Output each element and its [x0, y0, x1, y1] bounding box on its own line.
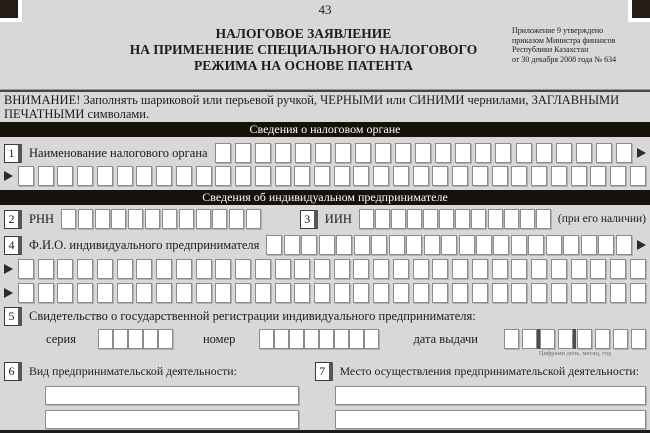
issue-date-label: дата выдачи [413, 332, 478, 346]
char-box[interactable] [452, 259, 468, 279]
char-box[interactable] [111, 209, 126, 229]
char-box[interactable] [590, 259, 606, 279]
field4-row [0, 235, 650, 255]
char-box[interactable] [215, 166, 231, 186]
char-box[interactable] [373, 283, 389, 303]
char-box[interactable] [38, 166, 54, 186]
char-box[interactable] [143, 329, 158, 349]
char-box[interactable] [493, 235, 509, 255]
char-box[interactable] [196, 209, 211, 229]
char-box[interactable] [98, 329, 113, 349]
approval-annotation [512, 22, 650, 74]
char-box[interactable] [97, 259, 113, 279]
char-box[interactable] [335, 143, 351, 163]
char-box[interactable] [176, 166, 192, 186]
char-box[interactable] [255, 259, 271, 279]
char-box[interactable] [504, 329, 519, 349]
char-box[interactable] [511, 166, 527, 186]
char-box[interactable] [215, 143, 231, 163]
field5-number-box: 5 [4, 307, 22, 326]
activity-type-input-line-1[interactable] [45, 386, 299, 405]
char-box[interactable] [336, 235, 352, 255]
char-box[interactable] [229, 209, 244, 229]
annotation-line-2: приказом Министра финансов [512, 35, 616, 45]
char-box[interactable] [353, 259, 369, 279]
char-box[interactable] [393, 259, 409, 279]
char-box[interactable] [354, 235, 370, 255]
char-box[interactable] [531, 259, 547, 279]
char-box[interactable] [393, 166, 409, 186]
char-box[interactable] [590, 283, 606, 303]
char-box[interactable] [630, 166, 646, 186]
char-box[interactable] [432, 283, 448, 303]
char-box[interactable] [212, 209, 227, 229]
char-box[interactable] [616, 143, 632, 163]
header-spacer [0, 22, 95, 74]
char-box[interactable] [432, 259, 448, 279]
form-title-line-3: РЕЖИМА НА ОСНОВЕ ПАТЕНТА [193, 58, 414, 73]
char-box[interactable] [246, 209, 261, 229]
char-box[interactable] [452, 166, 468, 186]
char-box[interactable] [581, 235, 597, 255]
char-box[interactable] [536, 209, 551, 229]
char-box[interactable] [315, 143, 331, 163]
annotation-line-4: от 30 декабря 2008 года № 634 [512, 54, 617, 64]
char-box[interactable] [540, 329, 555, 349]
char-box[interactable] [38, 283, 54, 303]
char-box[interactable] [373, 166, 389, 186]
char-box[interactable] [595, 329, 610, 349]
char-box[interactable] [156, 283, 172, 303]
char-box[interactable] [616, 235, 632, 255]
char-box[interactable] [235, 259, 251, 279]
char-box[interactable] [196, 283, 212, 303]
char-box[interactable] [57, 259, 73, 279]
char-box[interactable] [136, 259, 152, 279]
char-box[interactable] [349, 329, 364, 349]
char-box[interactable] [334, 329, 349, 349]
field5-inputs-row [0, 329, 650, 357]
char-box[interactable] [274, 329, 289, 349]
char-box[interactable] [551, 166, 567, 186]
char-box[interactable] [128, 209, 143, 229]
field4-char-boxes-row2 [18, 259, 646, 279]
char-box[interactable] [301, 235, 317, 255]
char-box[interactable] [158, 329, 173, 349]
char-box[interactable] [531, 166, 547, 186]
char-box[interactable] [304, 329, 319, 349]
char-box[interactable] [610, 259, 626, 279]
char-box[interactable] [61, 209, 76, 229]
char-box[interactable] [520, 209, 535, 229]
char-box[interactable] [371, 235, 387, 255]
char-box[interactable] [97, 283, 113, 303]
char-box[interactable] [415, 143, 431, 163]
char-box[interactable] [215, 259, 231, 279]
char-box[interactable] [255, 283, 271, 303]
char-box[interactable] [472, 166, 488, 186]
char-box[interactable] [255, 143, 271, 163]
page-number: 43 [318, 2, 332, 17]
continuation-arrow-icon [4, 264, 13, 274]
rnn-char-boxes [61, 209, 261, 229]
char-box[interactable] [353, 166, 369, 186]
date-format-caption: Цифрами день, месяц, год [538, 350, 612, 357]
char-box[interactable] [528, 235, 544, 255]
field4-char-boxes-row1 [266, 235, 632, 255]
char-box[interactable] [516, 143, 532, 163]
char-box[interactable] [556, 143, 572, 163]
char-box[interactable] [364, 329, 379, 349]
iin-label: ИИН [324, 211, 352, 226]
char-box[interactable] [266, 235, 282, 255]
char-box[interactable] [571, 259, 587, 279]
char-box[interactable] [334, 166, 350, 186]
char-box[interactable] [284, 235, 300, 255]
field4-char-boxes-row3 [18, 283, 646, 303]
char-box[interactable] [235, 166, 251, 186]
field7-column [311, 362, 650, 429]
char-box[interactable] [472, 283, 488, 303]
issue-date-char-boxes [504, 329, 646, 349]
char-box[interactable] [136, 283, 152, 303]
char-box[interactable] [294, 166, 310, 186]
char-box[interactable] [495, 143, 511, 163]
registration-mark-right [632, 0, 650, 18]
char-box[interactable] [176, 283, 192, 303]
section-bar-entrepreneur: Сведения об индивидуальном предпринимателе [0, 190, 650, 205]
char-box[interactable] [522, 329, 537, 349]
section-bar-tax-authority: Сведения о налоговом органе [0, 122, 650, 137]
activity-place-input-line-2[interactable] [335, 410, 646, 429]
iin-char-boxes [359, 209, 551, 229]
char-box[interactable] [375, 209, 390, 229]
char-box[interactable] [391, 209, 406, 229]
char-box[interactable] [577, 329, 592, 349]
char-box[interactable] [373, 259, 389, 279]
warning-text: ВНИМАНИЕ! Заполнять шариковой или перьевой ручкой, ЧЕРНЫМИ или СИНИМИ чернилами, ЗАГЛАВНЫМИ ПЕЧАТНЫМИ символами. [4, 93, 620, 121]
char-box[interactable] [536, 143, 552, 163]
char-box[interactable] [235, 283, 251, 303]
field7-number-box: 7 [315, 362, 333, 381]
annotation-line-3: Республики Казахстан [512, 45, 589, 54]
char-box[interactable] [77, 259, 93, 279]
char-box[interactable] [314, 283, 330, 303]
char-box[interactable] [156, 259, 172, 279]
char-box[interactable] [57, 166, 73, 186]
char-box[interactable] [314, 259, 330, 279]
char-box[interactable] [117, 283, 133, 303]
field4-continuation-row-2 [0, 283, 650, 303]
field5-label-row [0, 307, 650, 326]
char-box[interactable] [558, 329, 573, 349]
field1-char-boxes-row1 [215, 143, 632, 163]
char-box[interactable] [275, 259, 291, 279]
rnn-iin-row [0, 209, 650, 229]
char-box[interactable] [492, 259, 508, 279]
char-box[interactable] [590, 166, 606, 186]
field5-label: Свидетельство о государственной регистрации индивидуального предпринимателя: [29, 309, 476, 323]
char-box[interactable] [136, 166, 152, 186]
char-box[interactable] [631, 329, 646, 349]
char-box[interactable] [117, 259, 133, 279]
char-box[interactable] [57, 283, 73, 303]
char-box[interactable] [235, 143, 251, 163]
char-box[interactable] [630, 259, 646, 279]
field3-number-box: 3 [300, 210, 318, 229]
char-box[interactable] [355, 143, 371, 163]
field7-label: Место осуществления предпринимательской деятельности: [339, 364, 639, 378]
char-box[interactable] [353, 283, 369, 303]
char-box[interactable] [476, 235, 492, 255]
char-box[interactable] [455, 143, 471, 163]
char-box[interactable] [334, 283, 350, 303]
char-box[interactable] [176, 259, 192, 279]
char-box[interactable] [162, 209, 177, 229]
seria-char-boxes [98, 329, 173, 349]
char-box[interactable] [511, 235, 527, 255]
char-box[interactable] [610, 283, 626, 303]
char-box[interactable] [95, 209, 110, 229]
char-box[interactable] [275, 166, 291, 186]
char-box[interactable] [472, 259, 488, 279]
char-box[interactable] [407, 209, 422, 229]
char-box[interactable] [571, 166, 587, 186]
char-box[interactable] [492, 166, 508, 186]
char-box[interactable] [531, 283, 547, 303]
char-box[interactable] [295, 143, 311, 163]
char-box[interactable] [423, 209, 438, 229]
char-box[interactable] [113, 329, 128, 349]
field4-number-box: 4 [4, 236, 22, 255]
char-box[interactable] [38, 259, 54, 279]
char-box[interactable] [563, 235, 579, 255]
field6-header [0, 362, 311, 381]
char-box[interactable] [571, 283, 587, 303]
char-box[interactable] [475, 143, 491, 163]
char-box[interactable] [551, 259, 567, 279]
field2-number-box: 2 [4, 210, 22, 229]
char-box[interactable] [77, 166, 93, 186]
char-box[interactable] [459, 235, 475, 255]
char-box[interactable] [78, 209, 93, 229]
char-box[interactable] [319, 329, 334, 349]
char-box[interactable] [511, 283, 527, 303]
char-box[interactable] [406, 235, 422, 255]
activity-place-input-line-1[interactable] [335, 386, 646, 405]
char-box[interactable] [275, 143, 291, 163]
iin-availability-note: (при его наличии) [557, 213, 646, 225]
continuation-arrow-icon [637, 240, 646, 250]
field7-header [311, 362, 650, 381]
nomer-char-boxes [259, 329, 379, 349]
seria-label: серия [46, 332, 76, 346]
char-box[interactable] [156, 166, 172, 186]
char-box[interactable] [117, 166, 133, 186]
field6-number-box: 6 [4, 362, 22, 381]
char-box[interactable] [145, 209, 160, 229]
field6-column [0, 362, 311, 429]
nomer-label: номер [202, 332, 236, 346]
issue-date-group [504, 329, 646, 357]
activity-type-input-line-2[interactable] [45, 410, 299, 429]
char-box[interactable] [18, 283, 34, 303]
char-box[interactable] [435, 143, 451, 163]
char-box[interactable] [511, 259, 527, 279]
char-box[interactable] [546, 235, 562, 255]
char-box[interactable] [375, 143, 391, 163]
char-box[interactable] [424, 235, 440, 255]
continuation-arrow-icon [4, 171, 13, 181]
char-box[interactable] [441, 235, 457, 255]
activity-section [0, 362, 650, 429]
char-box[interactable] [439, 209, 454, 229]
char-box[interactable] [334, 259, 350, 279]
field4-label: Ф.И.О. индивидуального предпринимателя [29, 237, 260, 252]
char-box[interactable] [598, 235, 614, 255]
field4-continuation-row-1 [0, 259, 650, 279]
char-box[interactable] [492, 283, 508, 303]
field6-label: Вид предпринимательской деятельности: [29, 364, 237, 378]
char-box[interactable] [259, 329, 274, 349]
char-box[interactable] [215, 283, 231, 303]
char-box[interactable] [613, 329, 628, 349]
char-box[interactable] [18, 166, 34, 186]
form-title-line-1: НАЛОГОВОЕ ЗАЯВЛЕНИЕ [215, 26, 392, 41]
rnn-label: РНН [29, 211, 55, 226]
registration-mark-left [0, 0, 18, 18]
char-box[interactable] [294, 259, 310, 279]
char-box[interactable] [488, 209, 503, 229]
char-box[interactable] [413, 166, 429, 186]
char-box[interactable] [319, 235, 335, 255]
char-box[interactable] [471, 209, 486, 229]
char-box[interactable] [128, 329, 143, 349]
form-title-line-2: НА ПРИМЕНЕНИЕ СПЕЦИАЛЬНОГО НАЛОГОВОГО [129, 42, 478, 57]
char-box[interactable] [504, 209, 519, 229]
form-header [0, 22, 650, 74]
char-box[interactable] [452, 283, 468, 303]
char-box[interactable] [610, 166, 626, 186]
form-title [95, 22, 512, 74]
char-box[interactable] [630, 283, 646, 303]
char-box[interactable] [196, 166, 212, 186]
char-box[interactable] [596, 143, 612, 163]
char-box[interactable] [255, 166, 271, 186]
char-box[interactable] [551, 283, 567, 303]
char-box[interactable] [289, 329, 304, 349]
char-box[interactable] [413, 283, 429, 303]
char-box[interactable] [18, 259, 34, 279]
char-box[interactable] [389, 235, 405, 255]
continuation-arrow-icon [637, 148, 646, 158]
char-box[interactable] [455, 209, 470, 229]
char-box[interactable] [275, 283, 291, 303]
char-box[interactable] [393, 283, 409, 303]
char-box[interactable] [395, 143, 411, 163]
char-box[interactable] [432, 166, 448, 186]
char-box[interactable] [196, 259, 212, 279]
field1-continuation-row [0, 166, 650, 186]
char-box[interactable] [359, 209, 374, 229]
char-box[interactable] [97, 166, 113, 186]
char-box[interactable] [77, 283, 93, 303]
field1-label: Наименование налогового органа [29, 145, 208, 160]
annotation-line-1: Приложение 9 утверждено [512, 26, 604, 35]
field1-number-box: 1 [4, 144, 22, 163]
field1-char-boxes-row2 [18, 166, 646, 186]
char-box[interactable] [179, 209, 194, 229]
field1-row [0, 143, 650, 163]
continuation-arrow-icon [4, 288, 13, 298]
char-box[interactable] [413, 259, 429, 279]
char-box[interactable] [314, 166, 330, 186]
char-box[interactable] [576, 143, 592, 163]
char-box[interactable] [294, 283, 310, 303]
